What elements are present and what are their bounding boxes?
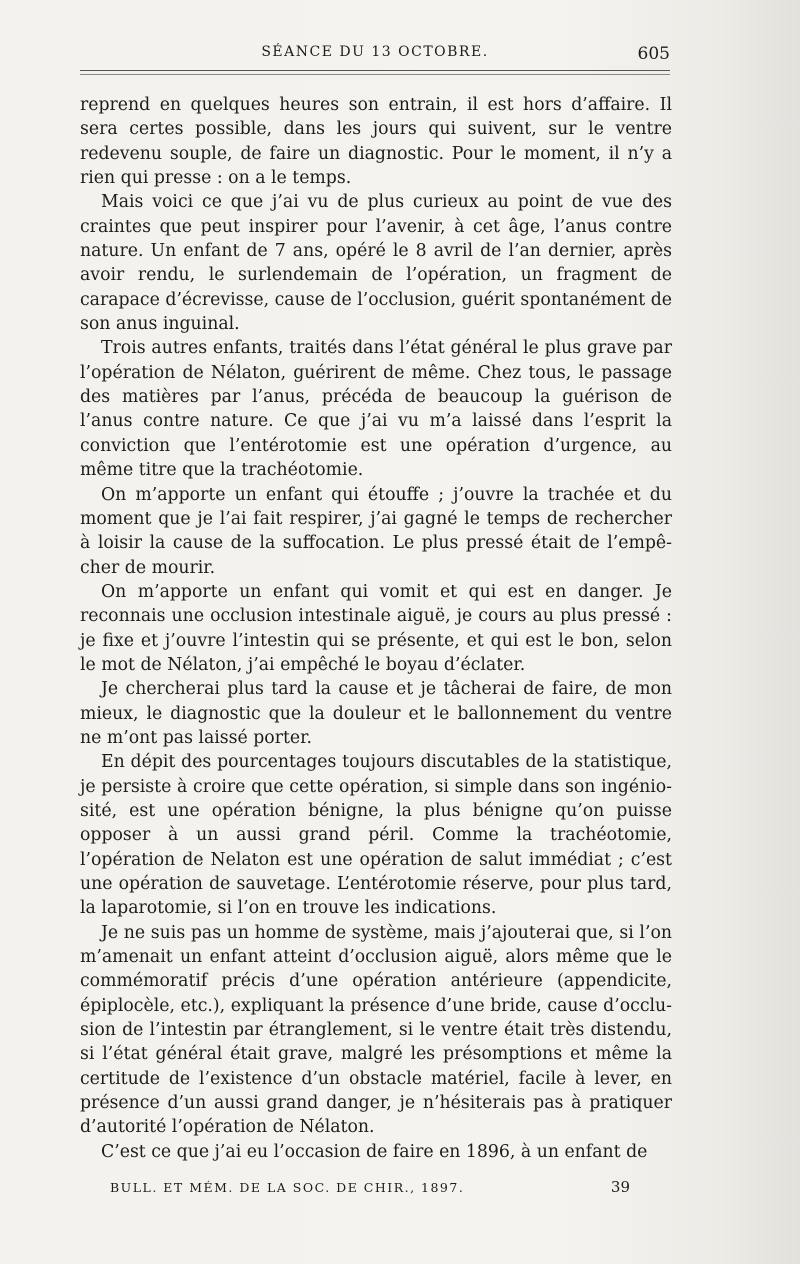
paragraph-3: Trois autres enfants, traités dans l’état général le plus grave par l’opération de Nélaton, guérirent de même. Chez tous, le passage des matières par l’anus, précéda de beaucoup la guérison de l’anus contre nature. Ce que j’ai vu m’a laissé dans l’esprit la conviction que l’entérotomie est une opération d’urgence, au même titre que la trachéotomie. xyxy=(80,338,672,481)
paragraph-1: reprend en quelques heures son entrain, il est hors d’affaire. Il sera certes possible, dans les jours qui suivent, sur le ventre redevenu souple, de faire un diagnostic. Pour le moment, il n’y a rien qui presse : on a le temps. xyxy=(80,95,672,189)
paragraph-5: On m’apporte un enfant qui vomit et qui est en danger. Je reconnais une occlusion intestinale aiguë, je cours au plus pressé : je fixe et j’ouvre l’intestin qui se présente, et qui est le bon, selon le mot de Nélaton, j’ai empêché le boyau d’éclater. xyxy=(80,581,672,675)
paragraph-2: Mais voici ce que j’ai vu de plus curieux au point de vue des craintes que peut inspirer pour l’avenir, à cet âge, l’anus contre nature. Un enfant de 7 ans, opéré le 8 avril de l’an dernier, après avoir rendu, le surlendemain de l’opération, un fragment de carapace d’écrevisse, cause de l’occlusion, guérit spontanément de son anus inguinal. xyxy=(80,192,672,335)
page-header xyxy=(80,44,670,72)
body-text xyxy=(80,93,672,1164)
page-number: 605 xyxy=(637,44,670,64)
sheet-number: 39 xyxy=(610,1178,630,1196)
header-rule xyxy=(80,70,670,71)
footer-signature: BULL. ET MÉM. DE LA SOC. DE CHIR., 1897. xyxy=(110,1180,465,1195)
header-rule-secondary xyxy=(80,74,670,75)
paragraph-8: Je ne suis pas un homme de système, mais j’ajouterai que, si l’on m’amenait un enfant atteint d’occlusion aiguë, alors même que le commémoratif précis d’une opération antérieure (appendicite, épiplocèle, etc.), expliquant la présence d’une bride, cause d’occlusion de l’intestin par étranglement, si le ventre était très distendu, si l’état général était grave, malgré les présomptions et même la certitude de l’existence d’un obstacle matériel, facile à lever, en présence d’un aussi grand danger, je n’hésiterais pas à pratiquer d’autorité l’opération de Nélaton. xyxy=(80,922,672,1138)
paragraph-7: En dépit des pourcentages toujours discutables de la statistique, je persiste à croire que cette opération, si simple dans son ingéniosité, est une opération bénigne, la plus bénigne qu’on puisse opposer à un aussi grand péril. Comme la trachéotomie, l’opération de Nelaton est une opération de salut immédiat ; c’est une opération de sauvetage. L’entérotomie réserve, pour plus tard, la laparotomie, si l’on en trouve les indications. xyxy=(80,752,672,919)
page-footer xyxy=(110,1180,630,1202)
paragraph-9: C’est ce que j’ai eu l’occasion de faire en 1896, à un enfant de xyxy=(101,1141,648,1162)
paragraph-6: Je chercherai plus tard la cause et je tâcherai de faire, de mon mieux, le diagnostic que la douleur et le ballonnement du ventre ne m’ont pas laissé porter. xyxy=(80,679,672,748)
paragraph-4: On m’apporte un enfant qui étouffe ; j’ouvre la trachée et du moment que je l’ai fait respirer, j’ai gagné le temps de rechercher à loisir la cause de la suffocation. Le plus pressé était de l’empêcher de mourir. xyxy=(80,484,672,578)
running-title: SÉANCE DU 13 OCTOBRE. xyxy=(261,44,489,60)
